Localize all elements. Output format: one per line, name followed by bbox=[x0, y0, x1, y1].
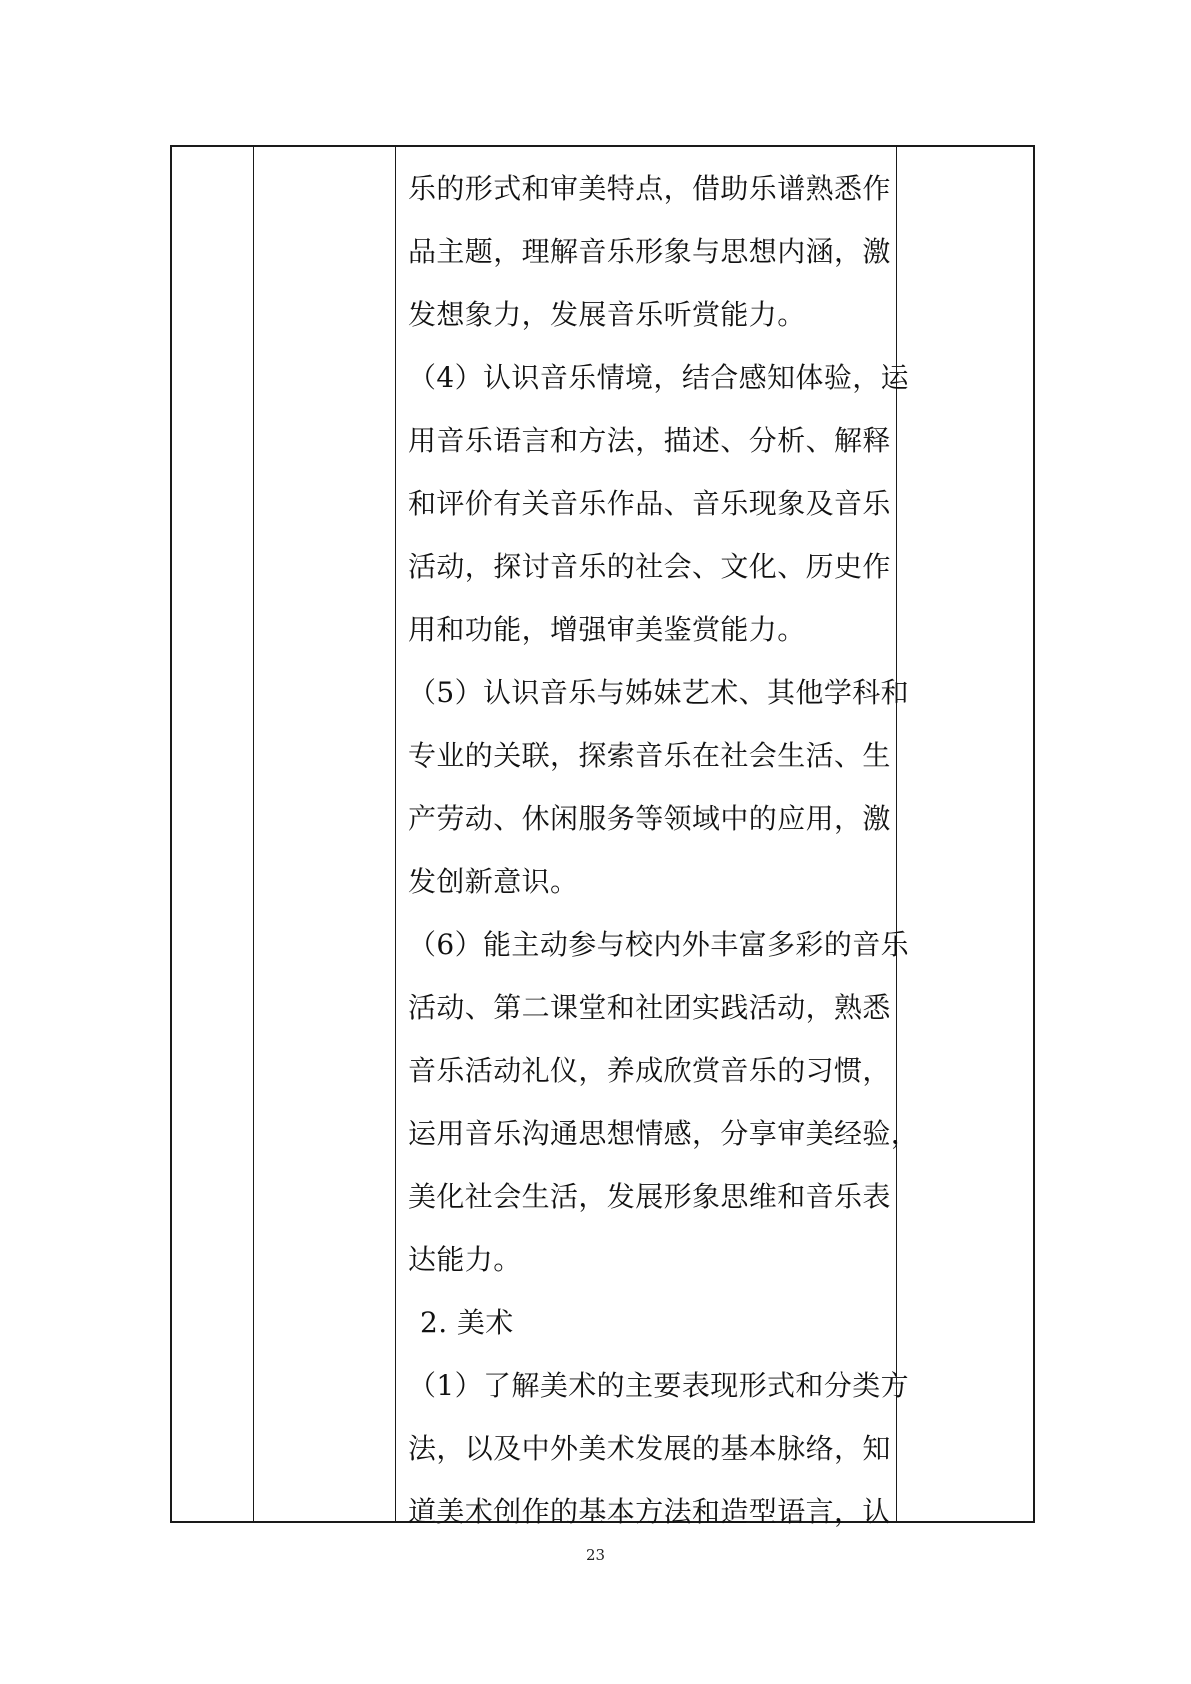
content-line: 道美术创作的基本方法和造型语言，认 bbox=[408, 1495, 891, 1528]
section-heading-art: 2. 美术 bbox=[420, 1306, 514, 1339]
content-line: 专业的关联，探索音乐在社会生活、生 bbox=[408, 739, 891, 772]
content-line: 美化社会生活，发展形象思维和音乐表 bbox=[408, 1180, 891, 1213]
table-column-1 bbox=[172, 147, 254, 1521]
content-line: 音乐活动礼仪，养成欣赏音乐的习惯， bbox=[408, 1054, 891, 1087]
content-line: （6）能主动参与校内外丰富多彩的音乐 bbox=[408, 928, 910, 961]
table-column-4 bbox=[897, 147, 1033, 1521]
content-line: 用和功能，增强审美鉴赏能力。 bbox=[408, 613, 806, 646]
content-line: 发创新意识。 bbox=[408, 865, 579, 898]
content-line: 活动，探讨音乐的社会、文化、历史作 bbox=[408, 550, 891, 583]
content-line: 活动、第二课堂和社团实践活动，熟悉 bbox=[408, 991, 891, 1024]
table-column-2 bbox=[254, 147, 396, 1521]
content-line: （5）认识音乐与姊妹艺术、其他学科和 bbox=[408, 676, 910, 709]
content-line: 发想象力，发展音乐听赏能力。 bbox=[408, 298, 806, 331]
content-line: （4）认识音乐情境，结合感知体验，运 bbox=[408, 361, 910, 394]
content-line: 品主题，理解音乐形象与思想内涵，激 bbox=[408, 235, 891, 268]
page-number: 23 bbox=[585, 1546, 606, 1564]
content-line: 法，以及中外美术发展的基本脉络，知 bbox=[408, 1432, 891, 1465]
content-line: 产劳动、休闲服务等领域中的应用，激 bbox=[408, 802, 891, 835]
curriculum-table bbox=[170, 145, 1035, 1528]
content-line: 达能力。 bbox=[408, 1243, 522, 1276]
content-line: 用音乐语言和方法，描述、分析、解释 bbox=[408, 424, 891, 457]
content-line: 和评价有关音乐作品、音乐现象及音乐 bbox=[408, 487, 891, 520]
content-line: （1）了解美术的主要表现形式和分类方 bbox=[408, 1369, 910, 1402]
content-text-block bbox=[408, 157, 920, 1543]
content-line: 运用音乐沟通思想情感，分享审美经验， bbox=[408, 1117, 920, 1150]
content-line: 乐的形式和审美特点，借助乐谱熟悉作 bbox=[408, 172, 891, 205]
